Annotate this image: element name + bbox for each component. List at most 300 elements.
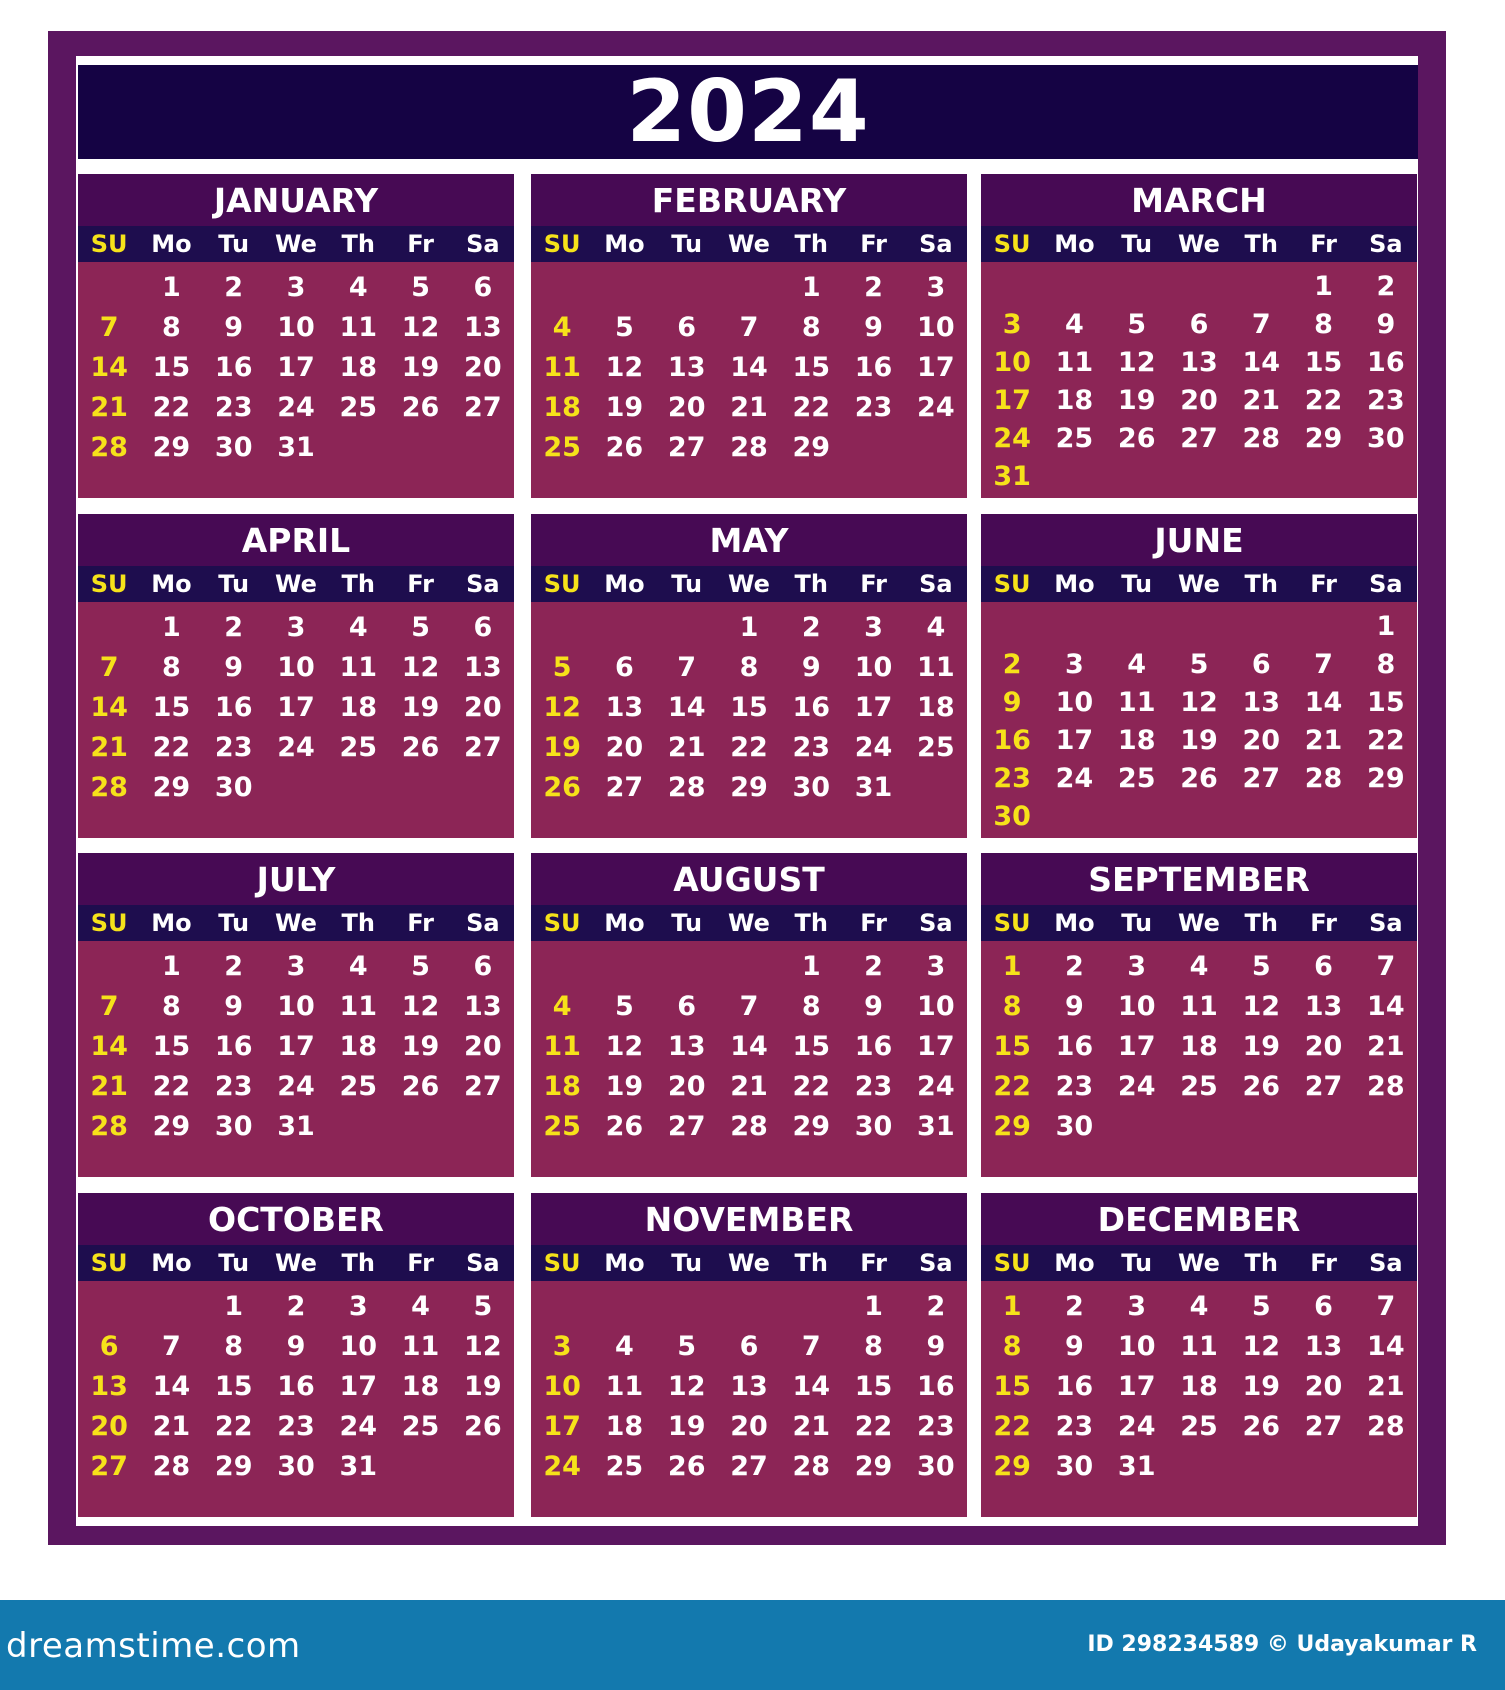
day-cell: 30 bbox=[214, 432, 253, 463]
day-cell: 10 bbox=[854, 652, 893, 683]
day-cell: 18 bbox=[543, 392, 581, 423]
day-cell: 31 bbox=[1117, 1451, 1156, 1482]
day-cell: 1 bbox=[801, 951, 821, 982]
day-cell: 14 bbox=[792, 1371, 831, 1402]
day-cell: 23 bbox=[917, 1411, 955, 1442]
day-cell: 24 bbox=[1117, 1071, 1156, 1102]
day-cell: 30 bbox=[917, 1451, 955, 1482]
weekday-label: SU bbox=[90, 570, 128, 598]
weekday-label: Th bbox=[794, 909, 829, 937]
day-cell: 22 bbox=[152, 732, 191, 763]
day-cell: 24 bbox=[277, 732, 315, 763]
weekday-label: Th bbox=[1244, 909, 1279, 937]
weekday-label: Th bbox=[1244, 1249, 1279, 1277]
weekday-label: Sa bbox=[466, 230, 500, 258]
month-title: NOVEMBER bbox=[531, 1193, 967, 1245]
weekday-label: Sa bbox=[466, 570, 500, 598]
day-cell: 1 bbox=[162, 272, 181, 303]
day-cell: 7 bbox=[677, 652, 697, 683]
day-cell: 21 bbox=[90, 392, 128, 423]
empty-cell bbox=[78, 268, 140, 308]
month-december bbox=[981, 1193, 1417, 1517]
empty-cell bbox=[531, 608, 593, 648]
day-cell: 27 bbox=[90, 1451, 128, 1482]
day-cell: 13 bbox=[464, 312, 502, 343]
day-cell: 21 bbox=[90, 1071, 128, 1102]
day-cell: 17 bbox=[339, 1371, 378, 1402]
weekday-label: SU bbox=[993, 909, 1031, 937]
day-cell: 1 bbox=[1314, 271, 1333, 302]
day-cell: 16 bbox=[214, 352, 253, 383]
weekday-label: We bbox=[1178, 909, 1220, 937]
day-cell: 1 bbox=[162, 951, 181, 982]
weekday-label: Mo bbox=[604, 909, 645, 937]
day-cell: 23 bbox=[854, 392, 893, 423]
empty-cell bbox=[593, 608, 655, 648]
day-cell: 30 bbox=[214, 1111, 253, 1142]
days-grid bbox=[78, 602, 514, 808]
day-cell: 14 bbox=[730, 352, 768, 383]
day-cell: 17 bbox=[1055, 725, 1094, 756]
empty-cell bbox=[656, 608, 718, 648]
day-cell: 21 bbox=[152, 1411, 191, 1442]
weekday-label: Th bbox=[1244, 570, 1279, 598]
day-cell: 28 bbox=[90, 772, 128, 803]
day-cell: 22 bbox=[152, 392, 191, 423]
day-cell: 31 bbox=[917, 1111, 955, 1142]
day-cell: 11 bbox=[1055, 347, 1094, 378]
day-cell: 18 bbox=[401, 1371, 440, 1402]
weekday-label: Fr bbox=[1310, 230, 1337, 258]
day-cell: 3 bbox=[1065, 649, 1084, 680]
day-cell: 20 bbox=[464, 352, 502, 383]
day-cell: 14 bbox=[90, 692, 128, 723]
day-cell: 11 bbox=[1180, 1331, 1218, 1362]
weekday-header bbox=[78, 1245, 514, 1281]
day-cell: 4 bbox=[348, 612, 368, 643]
day-cell: 28 bbox=[90, 1111, 128, 1142]
day-cell: 26 bbox=[464, 1411, 502, 1442]
month-may bbox=[531, 514, 967, 838]
empty-cell bbox=[718, 1287, 780, 1327]
day-cell: 23 bbox=[792, 732, 831, 763]
day-cell: 19 bbox=[1117, 385, 1156, 416]
day-cell: 10 bbox=[543, 1371, 581, 1402]
day-cell: 16 bbox=[792, 692, 831, 723]
day-cell: 28 bbox=[730, 1111, 768, 1142]
day-cell: 25 bbox=[543, 1111, 581, 1142]
weekday-label: Tu bbox=[1121, 909, 1153, 937]
day-cell: 5 bbox=[473, 1291, 493, 1322]
day-cell: 11 bbox=[543, 1031, 581, 1062]
day-cell: 27 bbox=[667, 432, 706, 463]
day-cell: 17 bbox=[277, 1031, 315, 1062]
day-cell: 25 bbox=[339, 732, 378, 763]
day-cell: 26 bbox=[543, 772, 581, 803]
day-cell: 13 bbox=[667, 1031, 706, 1062]
weekday-label: Th bbox=[1244, 230, 1279, 258]
weekday-label: Sa bbox=[1369, 570, 1403, 598]
day-cell: 3 bbox=[552, 1331, 572, 1362]
weekday-label: We bbox=[275, 909, 317, 937]
day-cell: 18 bbox=[339, 1031, 378, 1062]
day-cell: 1 bbox=[864, 1291, 883, 1322]
day-cell: 30 bbox=[214, 772, 253, 803]
day-cell: 11 bbox=[339, 991, 378, 1022]
day-cell: 6 bbox=[473, 612, 493, 643]
month-title: OCTOBER bbox=[78, 1193, 514, 1245]
day-cell: 13 bbox=[667, 352, 706, 383]
day-cell: 3 bbox=[926, 272, 946, 303]
month-july bbox=[78, 853, 514, 1177]
day-cell: 8 bbox=[801, 991, 821, 1022]
day-cell: 22 bbox=[1304, 385, 1343, 416]
day-cell: 22 bbox=[214, 1411, 253, 1442]
day-cell: 17 bbox=[1117, 1031, 1156, 1062]
month-april bbox=[78, 514, 514, 838]
day-cell: 25 bbox=[543, 432, 581, 463]
empty-cell bbox=[656, 947, 718, 987]
day-cell: 18 bbox=[605, 1411, 644, 1442]
day-cell: 21 bbox=[1367, 1371, 1405, 1402]
day-cell: 19 bbox=[401, 1031, 440, 1062]
day-cell: 16 bbox=[854, 352, 893, 383]
footer-brand: dreamstime.com bbox=[6, 1626, 301, 1666]
weekday-label: Fr bbox=[1310, 1249, 1337, 1277]
empty-cell bbox=[78, 1287, 140, 1327]
day-cell: 12 bbox=[401, 652, 440, 683]
day-cell: 22 bbox=[152, 1071, 191, 1102]
day-cell: 14 bbox=[1367, 1331, 1405, 1362]
day-cell: 27 bbox=[667, 1111, 706, 1142]
day-cell: 29 bbox=[152, 1111, 191, 1142]
day-cell: 1 bbox=[162, 612, 181, 643]
day-cell: 6 bbox=[99, 1331, 119, 1362]
day-cell: 3 bbox=[286, 951, 306, 982]
day-cell: 12 bbox=[401, 312, 440, 343]
day-cell: 18 bbox=[543, 1071, 581, 1102]
day-cell: 29 bbox=[792, 432, 831, 463]
month-title: AUGUST bbox=[531, 853, 967, 905]
empty-cell bbox=[780, 1287, 842, 1327]
weekday-label: SU bbox=[543, 909, 581, 937]
weekday-label: Mo bbox=[151, 909, 192, 937]
day-cell: 26 bbox=[605, 432, 644, 463]
day-cell: 5 bbox=[1127, 309, 1147, 340]
day-cell: 11 bbox=[1117, 687, 1156, 718]
day-cell: 20 bbox=[730, 1411, 768, 1442]
day-cell: 2 bbox=[926, 1291, 946, 1322]
day-cell: 24 bbox=[993, 423, 1031, 454]
day-cell: 17 bbox=[993, 385, 1031, 416]
empty-cell bbox=[718, 268, 780, 308]
day-cell: 15 bbox=[993, 1371, 1031, 1402]
day-cell: 15 bbox=[214, 1371, 253, 1402]
weekday-label: We bbox=[1178, 230, 1220, 258]
weekday-header bbox=[531, 1245, 967, 1281]
day-cell: 1 bbox=[739, 612, 759, 643]
month-august bbox=[531, 853, 967, 1177]
weekday-label: Fr bbox=[1310, 570, 1337, 598]
day-cell: 5 bbox=[1251, 1291, 1271, 1322]
weekday-label: We bbox=[728, 1249, 770, 1277]
weekday-label: Tu bbox=[671, 1249, 703, 1277]
day-cell: 20 bbox=[605, 732, 644, 763]
day-cell: 30 bbox=[854, 1111, 893, 1142]
month-title: MARCH bbox=[981, 174, 1417, 226]
day-cell: 22 bbox=[792, 392, 831, 423]
day-cell: 23 bbox=[1055, 1411, 1094, 1442]
day-cell: 19 bbox=[401, 692, 440, 723]
day-cell: 6 bbox=[1251, 649, 1271, 680]
day-cell: 18 bbox=[917, 692, 955, 723]
day-cell: 30 bbox=[792, 772, 831, 803]
day-cell: 2 bbox=[801, 612, 821, 643]
day-cell: 29 bbox=[152, 772, 191, 803]
day-cell: 20 bbox=[1180, 385, 1218, 416]
day-cell: 12 bbox=[1117, 347, 1156, 378]
weekday-header bbox=[981, 566, 1417, 602]
day-cell: 24 bbox=[277, 392, 315, 423]
weekday-header bbox=[78, 566, 514, 602]
day-cell: 24 bbox=[339, 1411, 378, 1442]
day-cell: 21 bbox=[1304, 725, 1343, 756]
day-cell: 8 bbox=[162, 312, 181, 343]
day-cell: 4 bbox=[552, 991, 572, 1022]
day-cell: 9 bbox=[286, 1331, 306, 1362]
day-cell: 9 bbox=[864, 991, 883, 1022]
day-cell: 30 bbox=[1055, 1111, 1094, 1142]
day-cell: 2 bbox=[224, 612, 244, 643]
day-cell: 15 bbox=[1304, 347, 1343, 378]
day-cell: 4 bbox=[1189, 1291, 1209, 1322]
weekday-label: We bbox=[728, 909, 770, 937]
weekday-header bbox=[78, 226, 514, 262]
days-grid bbox=[531, 941, 967, 1147]
weekday-label: Th bbox=[341, 1249, 376, 1277]
day-cell: 18 bbox=[1117, 725, 1156, 756]
weekday-label: We bbox=[275, 230, 317, 258]
day-cell: 1 bbox=[1002, 951, 1022, 982]
day-cell: 9 bbox=[224, 312, 244, 343]
day-cell: 14 bbox=[667, 692, 706, 723]
day-cell: 12 bbox=[605, 1031, 644, 1062]
day-cell: 22 bbox=[993, 1071, 1031, 1102]
day-cell: 16 bbox=[917, 1371, 955, 1402]
day-cell: 17 bbox=[277, 352, 315, 383]
day-cell: 16 bbox=[1055, 1031, 1094, 1062]
days-grid bbox=[981, 1281, 1417, 1487]
weekday-label: We bbox=[728, 570, 770, 598]
day-cell: 6 bbox=[1314, 1291, 1333, 1322]
empty-cell bbox=[593, 268, 655, 308]
month-june bbox=[981, 514, 1417, 838]
day-cell: 9 bbox=[864, 312, 883, 343]
day-cell: 30 bbox=[993, 801, 1031, 832]
footer-bar bbox=[0, 1600, 1505, 1690]
weekday-label: SU bbox=[993, 570, 1031, 598]
day-cell: 28 bbox=[152, 1451, 191, 1482]
day-cell: 25 bbox=[339, 1071, 378, 1102]
weekday-label: Tu bbox=[1121, 1249, 1153, 1277]
day-cell: 8 bbox=[224, 1331, 244, 1362]
day-cell: 9 bbox=[1065, 991, 1084, 1022]
weekday-label: We bbox=[728, 230, 770, 258]
weekday-label: Mo bbox=[1054, 570, 1095, 598]
day-cell: 15 bbox=[792, 1031, 831, 1062]
day-cell: 21 bbox=[667, 732, 706, 763]
day-cell: 5 bbox=[552, 652, 572, 683]
day-cell: 26 bbox=[401, 392, 440, 423]
day-cell: 6 bbox=[739, 1331, 759, 1362]
day-cell: 2 bbox=[286, 1291, 306, 1322]
weekday-label: Tu bbox=[1121, 230, 1153, 258]
day-cell: 29 bbox=[152, 432, 191, 463]
day-cell: 26 bbox=[667, 1451, 706, 1482]
day-cell: 13 bbox=[1304, 1331, 1343, 1362]
day-cell: 25 bbox=[1180, 1071, 1218, 1102]
day-cell: 23 bbox=[214, 392, 253, 423]
day-cell: 23 bbox=[1367, 385, 1405, 416]
day-cell: 27 bbox=[464, 1071, 502, 1102]
empty-cell bbox=[1168, 268, 1230, 306]
day-cell: 29 bbox=[1367, 763, 1405, 794]
weekday-label: Mo bbox=[151, 1249, 192, 1277]
day-cell: 17 bbox=[917, 1031, 955, 1062]
day-cell: 20 bbox=[1242, 725, 1281, 756]
weekday-label: Th bbox=[341, 909, 376, 937]
day-cell: 14 bbox=[90, 1031, 128, 1062]
day-cell: 25 bbox=[917, 732, 955, 763]
weekday-label: We bbox=[1178, 1249, 1220, 1277]
weekday-label: Mo bbox=[604, 230, 645, 258]
weekday-label: Mo bbox=[604, 570, 645, 598]
empty-cell bbox=[78, 947, 140, 987]
weekday-label: Sa bbox=[919, 1249, 953, 1277]
day-cell: 12 bbox=[401, 991, 440, 1022]
day-cell: 23 bbox=[277, 1411, 315, 1442]
weekday-label: SU bbox=[543, 1249, 581, 1277]
month-title: DECEMBER bbox=[981, 1193, 1417, 1245]
empty-cell bbox=[1230, 608, 1292, 646]
day-cell: 25 bbox=[1055, 423, 1094, 454]
day-cell: 23 bbox=[1055, 1071, 1094, 1102]
weekday-label: Th bbox=[341, 570, 376, 598]
empty-cell bbox=[981, 608, 1043, 646]
day-cell: 31 bbox=[339, 1451, 378, 1482]
day-cell: 18 bbox=[1180, 1371, 1218, 1402]
day-cell: 17 bbox=[543, 1411, 581, 1442]
days-grid bbox=[981, 262, 1417, 496]
day-cell: 19 bbox=[401, 352, 440, 383]
day-cell: 22 bbox=[792, 1071, 831, 1102]
day-cell: 15 bbox=[792, 352, 831, 383]
day-cell: 12 bbox=[1242, 991, 1281, 1022]
day-cell: 20 bbox=[464, 1031, 502, 1062]
day-cell: 29 bbox=[214, 1451, 253, 1482]
day-cell: 26 bbox=[1242, 1411, 1281, 1442]
weekday-label: Sa bbox=[1369, 230, 1403, 258]
empty-cell bbox=[1168, 608, 1230, 646]
day-cell: 8 bbox=[1002, 1331, 1022, 1362]
weekday-label: Th bbox=[341, 230, 376, 258]
weekday-label: We bbox=[275, 570, 317, 598]
day-cell: 19 bbox=[464, 1371, 502, 1402]
empty-cell bbox=[1043, 608, 1105, 646]
day-cell: 26 bbox=[1117, 423, 1156, 454]
day-cell: 16 bbox=[214, 1031, 253, 1062]
day-cell: 4 bbox=[615, 1331, 634, 1362]
day-cell: 4 bbox=[348, 272, 368, 303]
day-cell: 22 bbox=[1367, 725, 1405, 756]
day-cell: 31 bbox=[277, 432, 315, 463]
weekday-label: Tu bbox=[671, 909, 703, 937]
day-cell: 18 bbox=[1055, 385, 1094, 416]
day-cell: 12 bbox=[667, 1371, 706, 1402]
day-cell: 8 bbox=[739, 652, 759, 683]
day-cell: 28 bbox=[1367, 1411, 1405, 1442]
day-cell: 16 bbox=[277, 1371, 315, 1402]
month-february bbox=[531, 174, 967, 498]
day-cell: 6 bbox=[615, 652, 634, 683]
day-cell: 26 bbox=[1180, 763, 1218, 794]
day-cell: 23 bbox=[854, 1071, 893, 1102]
day-cell: 27 bbox=[1242, 763, 1281, 794]
month-november bbox=[531, 1193, 967, 1517]
day-cell: 7 bbox=[1251, 309, 1271, 340]
weekday-label: Tu bbox=[218, 230, 250, 258]
day-cell: 11 bbox=[339, 312, 378, 343]
days-grid bbox=[78, 941, 514, 1147]
day-cell: 1 bbox=[801, 272, 821, 303]
day-cell: 7 bbox=[739, 312, 759, 343]
day-cell: 17 bbox=[854, 692, 893, 723]
day-cell: 20 bbox=[667, 1071, 706, 1102]
day-cell: 2 bbox=[864, 951, 883, 982]
day-cell: 25 bbox=[1117, 763, 1156, 794]
day-cell: 5 bbox=[411, 272, 430, 303]
weekday-label: Sa bbox=[466, 909, 500, 937]
day-cell: 9 bbox=[926, 1331, 946, 1362]
days-grid bbox=[531, 1281, 967, 1487]
day-cell: 28 bbox=[730, 432, 768, 463]
day-cell: 28 bbox=[1242, 423, 1281, 454]
day-cell: 15 bbox=[152, 692, 191, 723]
day-cell: 7 bbox=[739, 991, 759, 1022]
day-cell: 8 bbox=[162, 652, 181, 683]
day-cell: 14 bbox=[152, 1371, 191, 1402]
weekday-label: SU bbox=[993, 230, 1031, 258]
day-cell: 29 bbox=[993, 1111, 1031, 1142]
day-cell: 2 bbox=[1376, 271, 1396, 302]
day-cell: 12 bbox=[464, 1331, 502, 1362]
days-grid bbox=[78, 262, 514, 468]
month-title: SEPTEMBER bbox=[981, 853, 1417, 905]
day-cell: 9 bbox=[1065, 1331, 1084, 1362]
weekday-label: Mo bbox=[151, 570, 192, 598]
day-cell: 4 bbox=[1065, 309, 1084, 340]
day-cell: 28 bbox=[1367, 1071, 1405, 1102]
month-title: JUNE bbox=[981, 514, 1417, 566]
year-banner bbox=[78, 62, 1418, 162]
days-grid bbox=[78, 1281, 514, 1487]
day-cell: 13 bbox=[464, 991, 502, 1022]
day-cell: 11 bbox=[605, 1371, 644, 1402]
day-cell: 5 bbox=[615, 991, 634, 1022]
weekday-header bbox=[78, 905, 514, 941]
weekday-label: SU bbox=[90, 1249, 128, 1277]
day-cell: 12 bbox=[543, 692, 581, 723]
